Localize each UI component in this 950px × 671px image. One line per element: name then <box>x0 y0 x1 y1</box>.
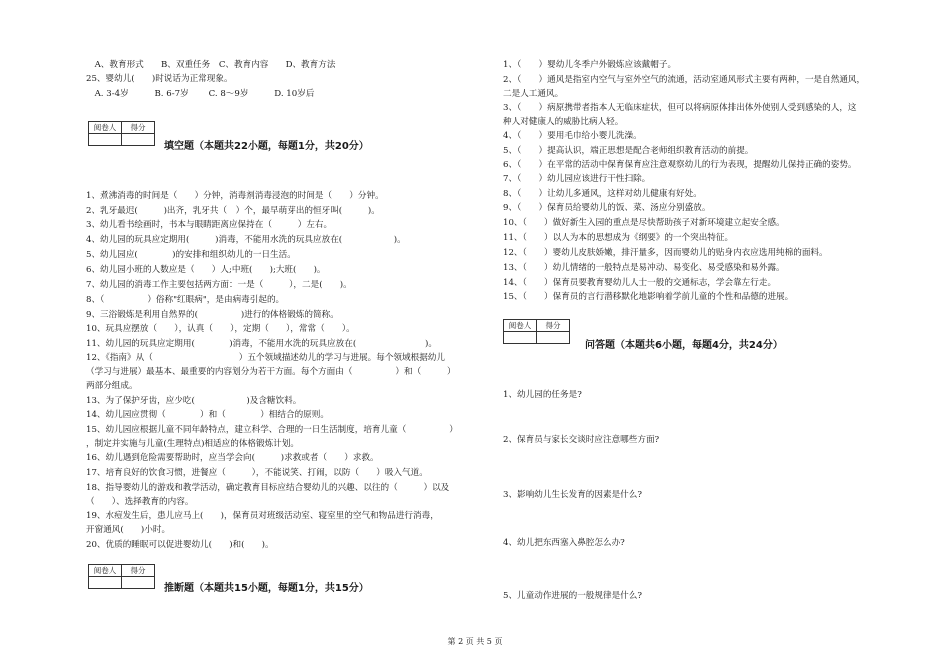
section-title-judge: 推断题（本题共15小题，每题1分，共15分） <box>164 583 369 594</box>
grader-cell <box>89 577 122 589</box>
grader-label: 阅卷人 <box>89 565 122 577</box>
judge-line: 6、（ ）在平常的活动中保育保育应注意观察幼儿的行为表现，提醒幼儿保持正确的姿势。 <box>503 160 857 170</box>
qa-question: 3、影响幼儿生长发育的因素是什么? <box>503 490 642 500</box>
section-title-fill-blank: 填空题（本题共22小题，每题1分，共20分） <box>164 141 369 152</box>
fill-blank-line: 两部分组成。 <box>86 381 138 391</box>
fill-blank-line: 1、煮沸消毒的时间是（ ）分钟，消毒剂消毒浸泡的时间是（ ）分钟。 <box>86 191 384 201</box>
fill-blank-line: 12、《指南》从（ ）五个领域描述幼儿的学习与进展。每个领域根据幼儿 <box>86 353 445 363</box>
fill-blank-line: ，制定并实施与儿童(生理特点)相适应的体格锻炼计划。 <box>86 439 299 449</box>
score-label: 得分 <box>122 565 155 577</box>
fill-blank-line: （学习与进展）最基本、最重要的内容划分为若干方面。每个方面由（ ）和（ ） <box>86 367 456 377</box>
grader-label: 阅卷人 <box>89 122 122 134</box>
fill-blank-line: 3、幼儿看书绘画时，书本与眼睛距离应保持在（ ）左右。 <box>86 220 333 230</box>
judge-line: 4、（ ）要用毛巾给小婴儿洗澡。 <box>503 131 642 141</box>
fill-blank-line: 13、为了保护牙齿，应少吃( )及含糖饮料。 <box>86 396 302 406</box>
fill-blank-line: 8、（ ）俗称"红眼病"，是由病毒引起的。 <box>86 295 285 305</box>
score-label: 得分 <box>537 320 570 332</box>
fill-blank-line: 9、三浴锻炼是利用自然界的( )进行的体格锻炼的简称。 <box>86 310 339 320</box>
fill-blank-line: 20、优质的睡眠可以促进婴幼儿( )和( )。 <box>86 540 274 550</box>
judge-line: 14、（ ）保育员要教育婴幼儿人士一般的交通标志，学会靠左行走。 <box>503 278 777 288</box>
judge-line: 11、（ ）以人为本的思想成为《纲要》的一个突出特征。 <box>503 233 734 243</box>
option-line: A、教育形式 B、双重任务 C、教育内容 D、教育方法 <box>86 60 336 70</box>
judge-line: 9、（ ）保育员给婴幼儿的饭、菜、汤应分别盛放。 <box>503 203 711 213</box>
judge-line: 7、（ ）幼儿园应该进行干性扫除。 <box>503 174 651 184</box>
fill-blank-line: 7、幼儿园的消毒工作主要包括两方面：一是（ ），二是( )。 <box>86 280 352 290</box>
judge-line: 13、（ ）幼儿情绪的一般特点是易冲动、易变化、易受感染和易外露。 <box>503 263 785 273</box>
grader-label: 阅卷人 <box>504 320 537 332</box>
score-cell <box>537 332 570 344</box>
judge-line: 2、（ ）通风是指室内空气与室外空气的流通，活动室通风形式主要有两种，一是自然通风， <box>503 75 866 85</box>
score-box <box>503 319 570 344</box>
score-box <box>88 564 155 589</box>
judge-line: 10、（ ）做好新生入园的重点是尽快帮助孩子对新环境建立起安全感。 <box>503 218 785 228</box>
qa-question: 1、幼儿园的任务是? <box>503 390 582 400</box>
judge-line: 二是人工通风。 <box>503 89 564 99</box>
section-title-qa: 问答题（本题共6小题，每题4分，共24分） <box>585 340 783 351</box>
score-box <box>88 121 155 146</box>
fill-blank-line: 2、乳牙最迟( )出齐，乳牙共（ ）个，最早萌芽出的恒牙叫( )。 <box>86 206 380 216</box>
fill-blank-line: 15、幼儿园应根据儿童不同年龄特点，建立科学、合理的一日生活制度，培育儿童（ ） <box>86 425 458 435</box>
fill-blank-line: （ ）、选择教育的内容。 <box>86 497 194 507</box>
fill-blank-line: 6、幼儿园小班的人数应是（ ）人;中班( );大班( )。 <box>86 265 326 275</box>
judge-line: 3、（ ）病原携带者指本人无临床症状，但可以将病原体排出体外使别人受到感染的人，这 <box>503 103 857 113</box>
option-line: A. 3-4岁 B. 6-7岁 C. 8～9岁 D. 10岁后 <box>86 89 315 99</box>
fill-blank-line: 11、幼儿园的玩具应定期用( )消毒，不能用水洗的玩具应放在( )。 <box>86 339 437 349</box>
fill-blank-line: 17、培育良好的饮食习惯，进餐应（ ），不能说笑、打闹，以防（ ）吸入气道。 <box>86 468 428 478</box>
fill-blank-line: 18、指导婴幼儿的游戏和教学活动，确定教育目标应结合婴幼儿的兴趣、以往的（ ）以及 <box>86 483 450 493</box>
score-cell <box>122 134 155 146</box>
judge-line: 种人对健康人的威胁比病人轻。 <box>503 117 624 127</box>
judge-line: 12、（ ）婴幼儿皮肤娇嫩，排汗量多，因而婴幼儿的贴身内衣应选用纯棉的面料。 <box>503 248 828 258</box>
fill-blank-line: 开窗通风( )小时。 <box>86 525 171 535</box>
fill-blank-line: 5、幼儿园应( )的安排和组织幼儿的一日生活。 <box>86 250 296 260</box>
qa-question: 4、幼儿把东西塞入鼻腔怎么办? <box>503 538 625 548</box>
fill-blank-line: 10、玩具应摆放（ ），认真（ ），定期（ ），常常（ ）。 <box>86 324 355 334</box>
judge-line: 15、（ ）保育员的言行潜移默化地影响着学前儿童的个性和品德的进展。 <box>503 292 794 302</box>
judge-line: 1、（ ）婴幼儿冬季户外锻炼应该戴帽子。 <box>503 60 677 70</box>
page-footer: 第 2 页 共 5 页 <box>447 637 503 646</box>
qa-question: 5、儿童动作进展的一般规律是什么? <box>503 591 642 601</box>
score-cell <box>122 577 155 589</box>
qa-question: 2、保育员与家长交谈时应注意哪些方面? <box>503 435 660 445</box>
grader-cell <box>504 332 537 344</box>
fill-blank-line: 4、幼儿园的玩具应定期用( )消毒，不能用水洗的玩具应放在( )。 <box>86 235 406 245</box>
question-25: 25、婴幼儿( )时说话为正常现象。 <box>86 74 233 84</box>
grader-cell <box>89 134 122 146</box>
fill-blank-line: 14、幼儿园应贯彻（ ）和（ ）相结合的原则。 <box>86 410 329 420</box>
score-label: 得分 <box>122 122 155 134</box>
judge-line: 5、（ ）提高认识，端正思想是配合老师组织教育活动的前提。 <box>503 146 754 156</box>
judge-line: 8、（ ）让幼儿多通风，这样对幼儿健康有好处。 <box>503 189 702 199</box>
fill-blank-line: 19、水痘发生后，患儿应马上( )，保育员对班级活动室、寝室里的空气和物品进行消毒， <box>86 511 439 521</box>
fill-blank-line: 16、幼儿遇到危险需要帮助时，应当学会向( )求救或者（ ）求救。 <box>86 453 379 463</box>
